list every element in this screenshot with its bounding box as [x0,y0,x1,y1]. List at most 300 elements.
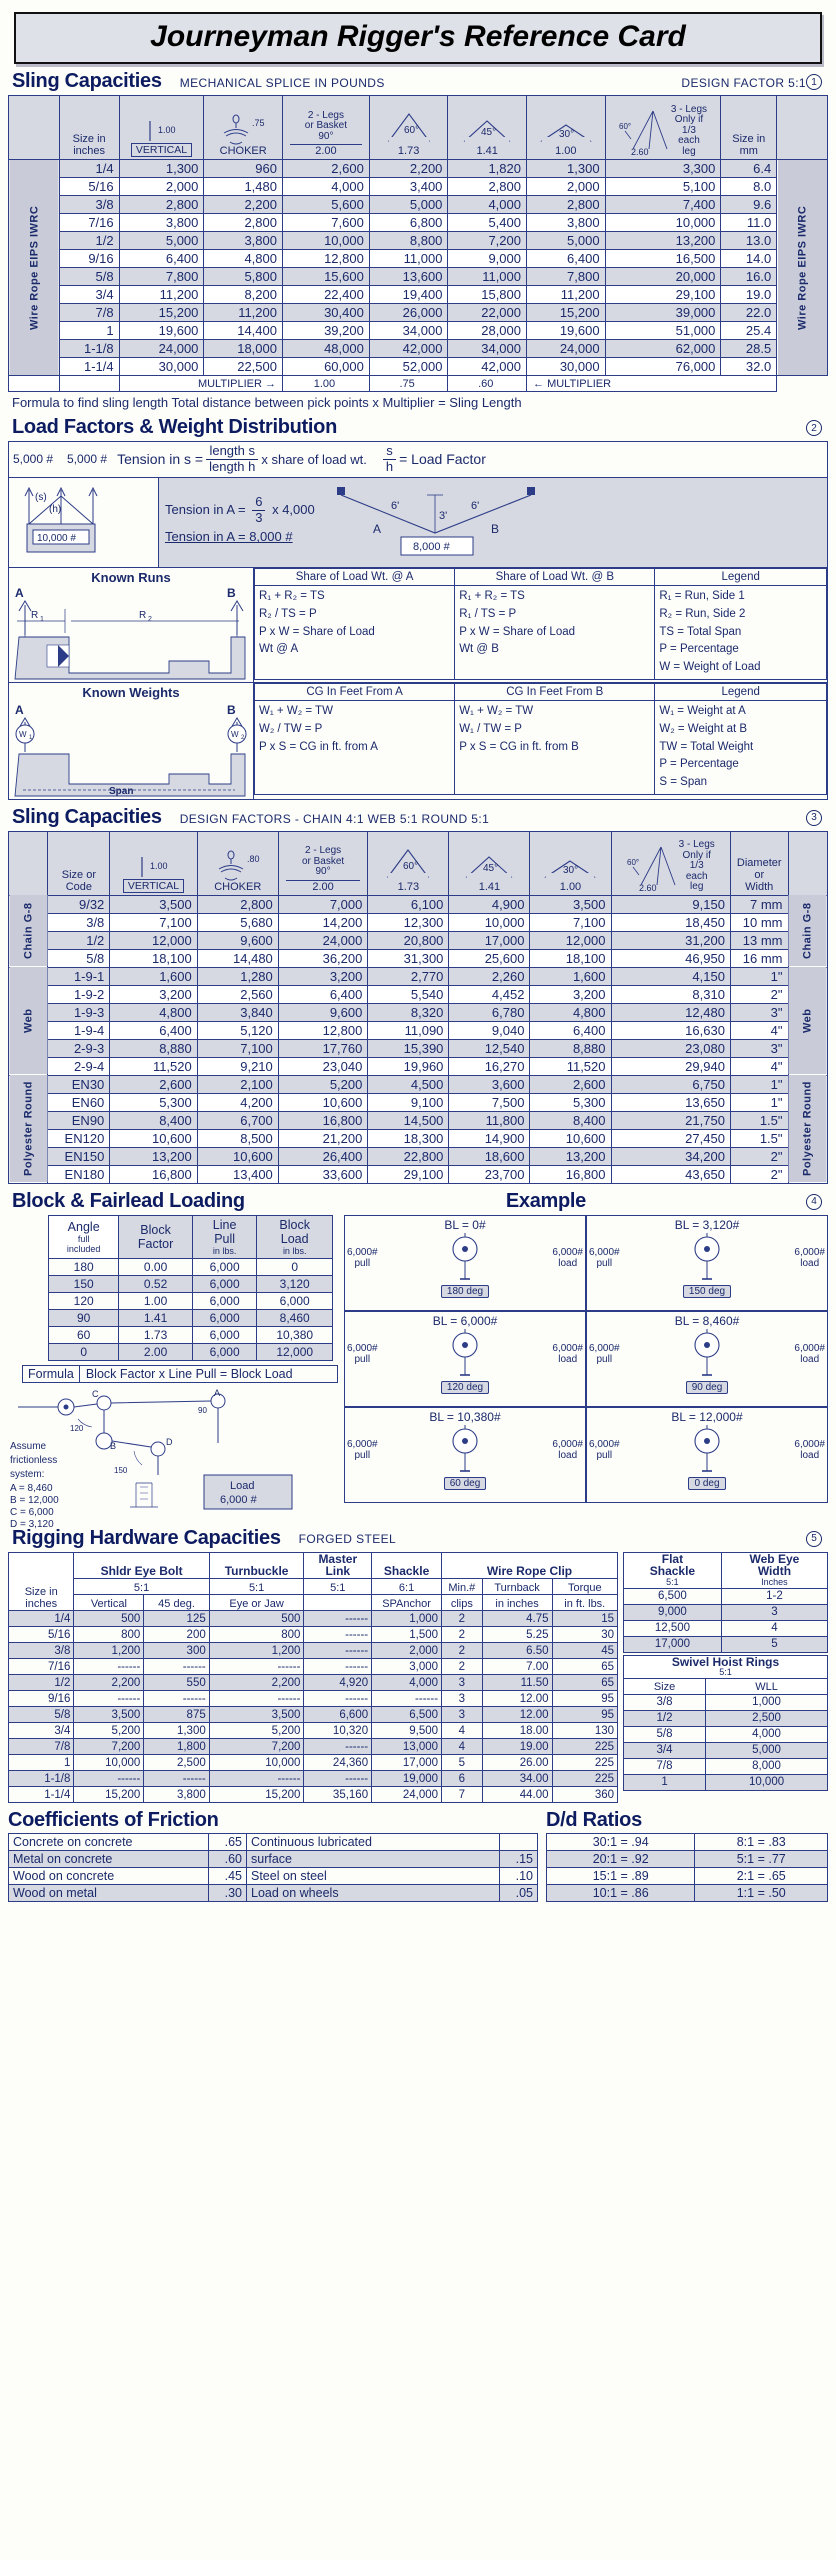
table-row [9,214,828,232]
table-row [9,1057,828,1075]
rh-eyebolt-header: Shldr Eye Bolt [74,1552,209,1578]
cell-6: 7 [442,1787,483,1803]
cell-2: 550 [144,1675,209,1691]
rigging-hardware-section [8,1552,828,1803]
table-row [9,1627,618,1643]
cell-4: 13,600 [369,268,448,286]
cell-3: 800 [209,1627,304,1643]
example-pull: 6,000# pull [589,1246,620,1269]
cell-5: 7,200 [448,232,527,250]
cell-8: 225 [552,1739,617,1755]
friction-value-2: .15 [500,1851,538,1868]
tension-a-den: 3 [255,509,263,525]
cell-2: 6,000 [192,1343,257,1360]
cell-2: 300 [144,1643,209,1659]
table-row [9,178,828,196]
cell-4: 4,920 [304,1675,372,1691]
cell-6: 11,520 [530,1057,611,1075]
cell-0: 3/8 [48,913,110,931]
section1-design-factor: DESIGN FACTOR 5:1 [681,76,806,90]
svg-text:150: 150 [114,1465,128,1475]
coefficients-of-friction-block [8,1809,538,1902]
weight-right: 5,000 # [67,452,108,467]
web-eye-value: 1-2 [721,1588,827,1604]
friction-label: Metal on concrete [9,1851,209,1868]
friction-label: Wood on concrete [9,1868,209,1885]
cell-7: 21,750 [611,1111,730,1129]
cell-1: 5,000 [119,232,204,250]
cell-7: 34.00 [482,1771,552,1787]
dd-ratio-left: 10:1 = .86 [547,1885,695,1902]
table-row [9,1755,618,1771]
page-title: Journeyman Rigger's Reference Card [150,20,686,53]
web-eye-header: Web Eye Width Inches [721,1552,827,1588]
rh-masterlink-header: Master Link [304,1552,372,1578]
cell-8: 2" [730,1165,788,1183]
cell-3: ------ [209,1659,304,1675]
cell-8: 360 [552,1787,617,1803]
cell-6: 3 [442,1675,483,1691]
cell-5: 25,600 [449,949,530,967]
formula-line: Wt @ A [259,643,299,656]
table-row [9,1003,828,1021]
header-60deg: 60° 1.73 [369,96,448,160]
cell-7: 16,630 [611,1021,730,1039]
cell-1: 1,300 [119,160,204,178]
formula-line: W₁ / TW = P [459,722,522,735]
section1-number: 1 [806,74,822,90]
known-weights-title: Known Weights [82,684,180,700]
cell-7: 6,750 [611,1075,730,1093]
cell-3: 30,400 [282,304,369,322]
svg-text:(h): (h) [49,503,62,515]
formula-line: W₂ / TW = P [259,722,323,735]
svg-text:60°: 60° [618,122,632,131]
example-cell [586,1215,828,1311]
cell-0: 1-1/4 [9,1787,74,1803]
sling-capacities-wire-rope-table [8,95,828,392]
cell-8: 11.0 [721,214,777,232]
dd-ratio-left: 30:1 = .94 [547,1834,695,1851]
cell-0: EN150 [48,1147,110,1165]
svg-text:Assume: Assume [10,1440,47,1452]
swivel-wll-header: WLL [706,1678,828,1694]
corner-cell [9,96,60,160]
cell-6: 13,200 [530,1147,611,1165]
cell-6: 3,200 [530,985,611,1003]
share-of-load-label: x share of load wt. [261,451,367,467]
cell-2: 14,400 [204,322,283,340]
example-load: 6,000# load [552,1246,583,1269]
cell-0: 3/4 [59,286,119,304]
multiplier-row: MULTIPLIER → 1.00 .75 .60 ← MULTIPLIER [9,376,828,392]
swivel-size: 7/8 [624,1758,706,1774]
cell-6: 5 [442,1755,483,1771]
cell-6: 3 [442,1691,483,1707]
cell-0: 1-1/4 [59,358,119,376]
cell-1: 3,800 [119,214,204,232]
cell-8: 13.0 [721,232,777,250]
cell-6: 30,000 [527,358,606,376]
cell-8: 28.5 [721,340,777,358]
cell-3: 3,500 [209,1707,304,1723]
frictionless-system-diagram [8,1387,338,1530]
cell-3: 6,400 [278,985,368,1003]
cell-6: 2 [442,1627,483,1643]
cell-2: 125 [144,1611,209,1627]
cell-3: 15,600 [282,268,369,286]
load-factor-formula-row [9,442,827,478]
sheave-block-icon [432,1233,498,1283]
known-runs-formula-table [254,568,827,682]
cell-0: 5/8 [59,268,119,286]
cell-2: 3,840 [197,1003,278,1021]
cell-7: 13,200 [605,232,721,250]
rh-masterlink-sub [304,1595,372,1611]
sheave-block-icon [674,1425,740,1475]
cell-8: 3" [730,1003,788,1021]
cell-7: 23,080 [611,1039,730,1057]
cell-6: 2,600 [530,1075,611,1093]
cell-3: 10,380 [257,1326,333,1343]
web-eye-value: 3 [721,1604,827,1620]
table-row [49,1258,333,1275]
section3-design-factors: DESIGN FACTORS - CHAIN 4:1 WEB 5:1 ROUND 5:1 [179,811,490,826]
cell-1: 5,200 [74,1723,144,1739]
svg-text:1.00: 1.00 [149,860,168,871]
table-row [9,1021,828,1039]
cell-7: 26.00 [482,1755,552,1771]
formula-line: P = Percentage [659,643,739,656]
swivel-header-row [624,1678,828,1694]
cell-0: 7/16 [9,1659,74,1675]
example-cell [344,1407,586,1503]
header-3legs: 60° 2.60 3 - Legs Only if 1/3 each leg [605,96,721,160]
cell-0: 5/16 [9,1627,74,1643]
header3-30deg: 30° 1.00 [530,831,611,895]
svg-text:W: W [19,729,27,739]
cell-4: ------ [304,1691,372,1707]
cell-7: 16,500 [605,250,721,268]
cell-0: 1-9-3 [48,1003,110,1021]
cell-6: 3,800 [527,214,606,232]
cell-2: 7,100 [197,1039,278,1057]
cell-0: 9/32 [48,895,110,913]
cell-2: 2,800 [197,895,278,913]
example-degree-badge: 180 deg [441,1285,489,1298]
cell-7: 4,150 [611,967,730,985]
table-row [9,1147,828,1165]
cell-7: 18.00 [482,1723,552,1739]
cell-3: 4,000 [282,178,369,196]
cell-7: 29,940 [611,1057,730,1075]
svg-text:45°: 45° [481,127,497,138]
cell-5: 15,800 [448,286,527,304]
known-runs-icon [9,585,249,679]
cell-8: 16 mm [730,949,788,967]
load-factor-example-row [9,478,827,568]
cell-4: 31,300 [368,949,449,967]
cell-1: 7,800 [119,268,204,286]
cell-3: 500 [209,1611,304,1627]
rh-header-bot [9,1595,618,1611]
cell-7: 10,000 [605,214,721,232]
example-degree-badge: 90 deg [686,1381,729,1394]
section1-header [12,70,826,93]
cell-6: 2,000 [527,178,606,196]
table-row [9,1885,538,1902]
table-row [624,1726,828,1742]
cell-1: 18,100 [110,949,197,967]
friction-value: .30 [209,1885,247,1902]
formula-line: W₂ = Weight at B [659,722,748,735]
svg-text:60°: 60° [403,125,419,136]
svg-text:A: A [372,521,381,536]
table-row [9,1723,618,1739]
example-block-load: BL = 10,380# [429,1409,501,1424]
sling-length-formula: Formula to find sling length Total distance between pick points x Multiplier = Sling Length [12,395,522,410]
cell-1: 2.00 [119,1343,193,1360]
cell-5: 24,000 [372,1787,442,1803]
group-label-left: Web [9,967,48,1075]
svg-text:1: 1 [40,615,44,623]
cell-7: 7,400 [605,196,721,214]
flat-shackle-value: 12,500 [624,1620,722,1636]
cell-0: 1/4 [9,1611,74,1627]
example-cell [586,1407,828,1503]
svg-text:6,000 #: 6,000 # [220,1493,257,1506]
known-runs-body-row [255,585,827,679]
table-row [9,1691,618,1707]
weight-left: 5,000 # [13,452,54,467]
sling-60-degree-icon [380,847,436,881]
cell-8: 19.0 [721,286,777,304]
cell-8: 130 [552,1723,617,1739]
cell-5: 42,000 [448,358,527,376]
friction-value-2: .10 [500,1868,538,1885]
table-row [624,1636,828,1652]
cell-5: 14,900 [449,1129,530,1147]
cell-2: 1,480 [204,178,283,196]
cell-3: 5,200 [209,1723,304,1739]
cg-from-b-header: CG In Feet From B [455,683,655,700]
cell-1: 7,200 [74,1739,144,1755]
table-row [624,1758,828,1774]
table-row [9,1611,618,1627]
cell-3: 10,600 [278,1093,368,1111]
swivel-wll: 5,000 [706,1742,828,1758]
svg-text:frictionless: frictionless [10,1454,58,1466]
cell-0: 1/2 [9,1675,74,1691]
example-load: 6,000# load [794,1438,825,1461]
cell-1: ------ [74,1691,144,1707]
cell-2: 200 [144,1627,209,1643]
formula-line: R₁ / TS = P [459,607,517,620]
rh-eyebolt-df: 5:1 [74,1579,209,1595]
table-row [49,1343,333,1360]
section2-heading: Load Factors & Weight Distribution [12,416,337,438]
known-weights-formula-table [254,683,827,799]
cell-3: ------ [209,1691,304,1707]
svg-text:A: A [15,585,24,600]
swivel-hoist-rings-table [623,1655,828,1791]
block-fairlead-section [8,1215,828,1530]
tension-a-label: Tension in A = [165,501,246,517]
known-weights-row [9,683,827,799]
cell-2: 18,000 [204,340,283,358]
cell-7: 46,950 [611,949,730,967]
svg-text:(s): (s) [35,491,47,503]
cell-0: EN60 [48,1093,110,1111]
example-degree-badge: 0 deg [688,1477,725,1490]
svg-text:D: D [166,1436,173,1447]
share-a-header: Share of Load Wt. @ A [255,568,455,585]
sheave-block-icon [432,1425,498,1475]
cell-2: 2,800 [204,214,283,232]
length-s: length s [206,444,258,460]
formula-line: R₂ = Run, Side 2 [659,607,746,620]
example-cell [344,1311,586,1407]
bf-blockfactor-header: Block Factor [119,1215,193,1258]
svg-text:30°: 30° [558,129,574,140]
cell-1: 3,500 [74,1707,144,1723]
table-row [9,1075,828,1093]
group-label-right: Polyester Round [788,1075,827,1183]
dd-ratio-left: 15:1 = .89 [547,1868,695,1885]
table-row [9,985,828,1003]
friction-label: Concrete on concrete [9,1834,209,1851]
table-row [9,286,828,304]
header3-choker: .80 CHOKER [197,831,278,895]
cell-5: 12,540 [449,1039,530,1057]
cell-6: 4 [442,1739,483,1755]
flat-shackle-table [623,1552,828,1653]
cell-6: 3,500 [530,895,611,913]
section4-header [12,1190,826,1213]
cell-7: 31,200 [611,931,730,949]
rh-turnbuckle-header: Turnbuckle [209,1552,304,1578]
cell-4: 2,770 [368,967,449,985]
section3-heading: Sling Capacities [12,805,162,828]
cell-7: 11.50 [482,1675,552,1691]
dd-ratios-block [546,1809,828,1902]
table-row [9,1834,538,1851]
cell-0: 3/4 [9,1723,74,1739]
table-row [624,1620,828,1636]
cell-2: 6,000 [192,1292,257,1309]
cell-5: 10,000 [449,913,530,931]
table-row [9,967,828,985]
cell-0: 7/8 [59,304,119,322]
cell-6: 11,200 [527,286,606,304]
header-size-inches: Size in inches [59,96,119,160]
table-row [9,304,828,322]
cell-7: 18,450 [611,913,730,931]
example-pull: 6,000# pull [347,1246,378,1269]
cell-8: 10 mm [730,913,788,931]
cell-3: 12,800 [282,250,369,268]
bf-angle-header: Angle full included [49,1215,119,1258]
cell-3: 24,000 [278,931,368,949]
cell-1: 30,000 [119,358,204,376]
multiplier-1: 1.00 [282,376,369,392]
table-row [49,1275,333,1292]
formula-line: R₁ + R₂ = TS [459,589,525,602]
cell-0: 1/2 [48,931,110,949]
dd-ratio-right: 1:1 = .50 [695,1885,828,1902]
cell-7: 20,000 [605,268,721,286]
formula-line: P x S = CG in ft. from A [259,740,378,753]
svg-text:1: 1 [29,734,33,741]
svg-text:W: W [231,729,239,739]
runs-legend-header: Legend [655,568,827,585]
side-label-left: Wire Rope EIPS IWRC [9,160,60,376]
cell-1: 10,600 [110,1129,197,1147]
vertical-sling-icon [134,855,174,879]
cell-4: 26,000 [369,304,448,322]
cell-0: 9/16 [9,1691,74,1707]
cell-2: 4,200 [197,1093,278,1111]
section7-header [546,1809,828,1832]
table-row [49,1326,333,1343]
header3-size-code: Size or Code [48,831,110,895]
sling-45-degree-icon [461,851,517,881]
cell-3: 2,200 [209,1675,304,1691]
swivel-size: 1/2 [624,1710,706,1726]
cell-5: 3,600 [449,1075,530,1093]
table-row [9,250,828,268]
cell-6: 2 [442,1659,483,1675]
cell-8: 14.0 [721,250,777,268]
cell-0: EN30 [48,1075,110,1093]
cell-1: 6,400 [119,250,204,268]
swivel-wll: 8,000 [706,1758,828,1774]
cell-0: 1-9-2 [48,985,110,1003]
cell-5: 9,500 [372,1723,442,1739]
formula-line: R₁ = Run, Side 1 [659,589,745,602]
known-weights-body-row [255,700,827,794]
rh-masterlink-df: 5:1 [304,1579,372,1595]
cell-2: 5,120 [197,1021,278,1039]
multiplier-2: .75 [369,376,448,392]
formula-line: W₁ + W₂ = TW [459,704,534,717]
table-row [547,1885,828,1902]
cell-1: 2,000 [119,178,204,196]
cell-2: 6,000 [192,1309,257,1326]
cell-4: 20,800 [368,931,449,949]
section3-header [12,806,826,829]
table-row [9,1165,828,1183]
swivel-size: 1 [624,1774,706,1790]
cell-3: 15,200 [209,1787,304,1803]
cell-0: EN90 [48,1111,110,1129]
cell-3: 10,000 [282,232,369,250]
swivel-wll: 4,000 [706,1726,828,1742]
svg-text:2: 2 [148,615,152,623]
cell-0: 1-1/8 [59,340,119,358]
cell-8: 9.6 [721,196,777,214]
cell-8: 1.5" [730,1129,788,1147]
swivel-title-row [624,1655,828,1678]
header-2legs-basket: 2 - Legs or Basket 90° 2.00 [282,96,369,160]
cell-0: 1-1/8 [9,1771,74,1787]
table-row [9,1093,828,1111]
cell-2: ------ [144,1659,209,1675]
cell-7: 5.25 [482,1627,552,1643]
table-row [9,322,828,340]
friction-label: Wood on metal [9,1885,209,1902]
cell-1: 1,600 [110,967,197,985]
